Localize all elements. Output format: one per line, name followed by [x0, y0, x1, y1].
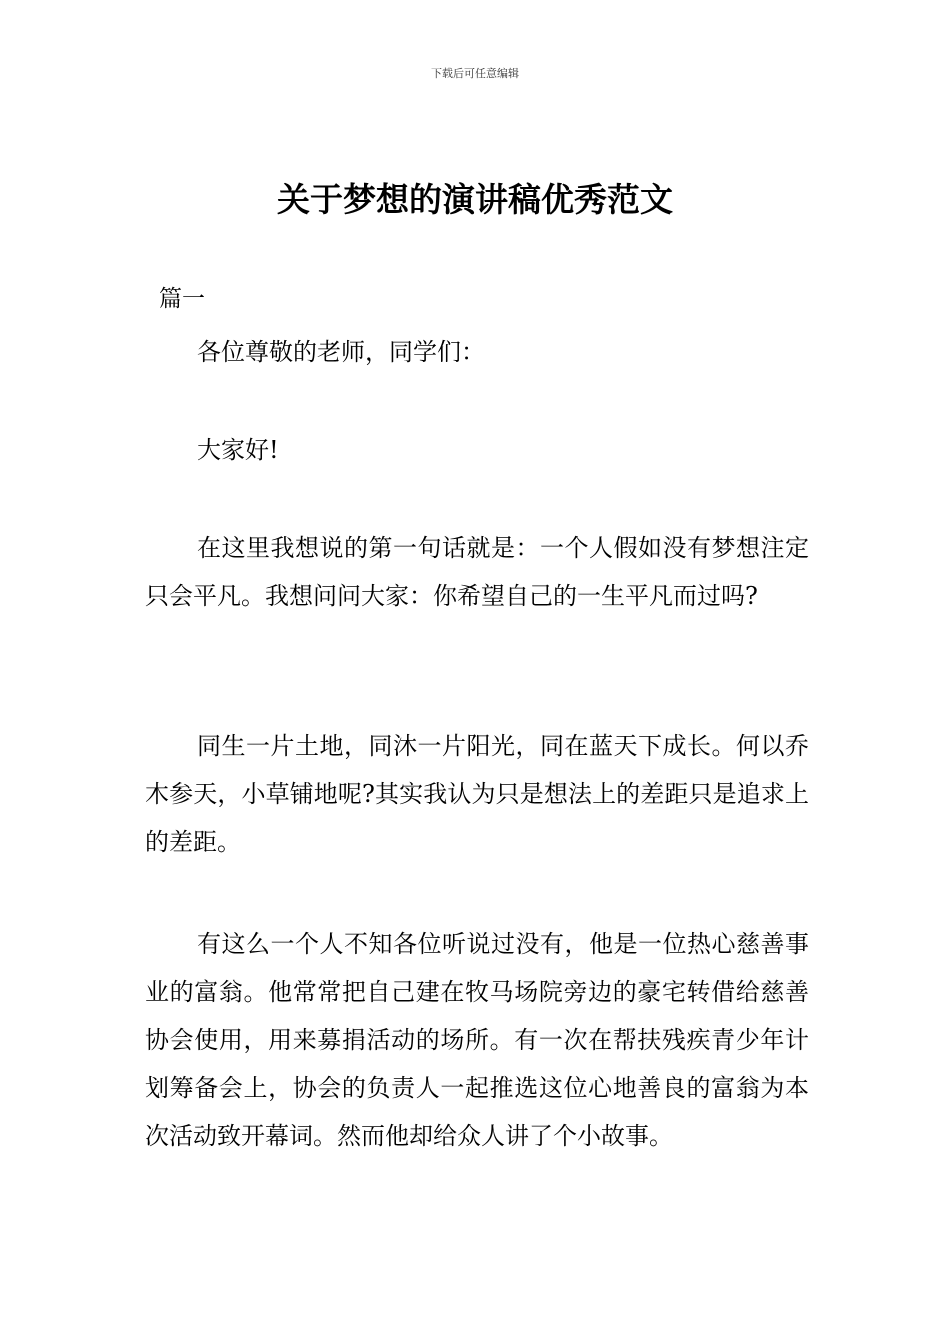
section-label: 篇一: [159, 286, 205, 312]
paragraph-dream-intro: 在这里我想说的第一句话就是：一个人假如没有梦想注定只会平凡。我想问问大家：你希望自己的一生平凡而过吗?: [145, 534, 809, 610]
document-title: 关于梦想的演讲稿优秀范文: [277, 180, 673, 219]
paragraph-hello: 大家好!: [197, 436, 279, 464]
header-note: 下载后可任意编辑: [431, 67, 519, 80]
paragraph-greeting: 各位尊敬的老师，同学们：: [197, 338, 485, 366]
paragraph-story: 有这么一个人不知各位听说过没有，他是一位热心慈善事业的富翁。他常常把自己建在牧马场院旁边的豪宅转借给慈善协会使用，用来募捐活动的场所。有一次在帮扶残疾青少年计划筹备会上，协会的负责人一起推选这位心地善良的富翁为本次活动致开幕词。然而他却给众人讲了个小故事。: [145, 930, 809, 1150]
paragraph-growth: 同生一片土地，同沐一片阳光，同在蓝天下成长。何以乔木参天，小草铺地呢?其实我认为只是想法上的差距只是追求上的差距。: [145, 732, 809, 856]
